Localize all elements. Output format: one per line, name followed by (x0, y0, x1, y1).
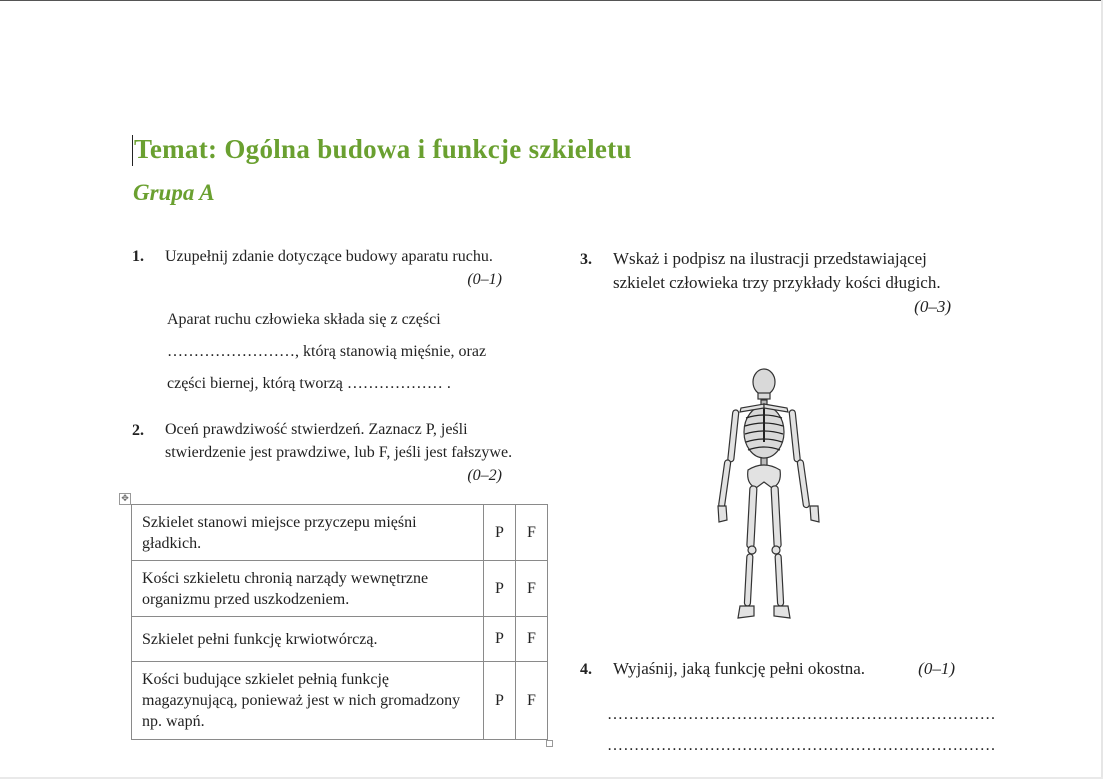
question-2-text: Oceń prawdziwość stwierdzeń. Zaznacz P, jeśli stwierdzenie jest prawdziwe, lub F, jeśli jest fałszywe. (165, 421, 513, 461)
answer-line-1[interactable]: ……………………………………………………………… (607, 706, 996, 723)
question-3-text: Wskaż i podpisz na ilustracji przedstawiającej szkielet człowieka trzy przykłady kości długich. (613, 249, 941, 292)
statement-cell[interactable]: Kości szkieletu chronią narządy wewnętrzne organizmu przed uszkodzeniem. (132, 561, 484, 617)
table-move-handle-icon[interactable]: ✥ (119, 493, 131, 505)
option-false-cell[interactable]: F (516, 617, 548, 662)
question-4-text: Wyjaśnij, jaką funkcję pełni okostna. (613, 659, 866, 678)
true-false-table (131, 504, 548, 740)
table-row (132, 662, 548, 740)
question-3-points: (0–3) (914, 297, 951, 316)
question-1-line-3[interactable]: części biernej, którą tworzą ……………… . (167, 375, 451, 392)
option-true-cell[interactable]: P (484, 561, 516, 617)
statement-cell[interactable]: Szkielet stanowi miejsce przyczepu mięśni gładkich. (132, 505, 484, 561)
question-1-line-2[interactable]: ……………………, którą stanowią mięśnie, oraz (167, 343, 487, 360)
question-2-points: (0–2) (467, 467, 502, 484)
table-row (132, 505, 548, 561)
option-false-cell[interactable]: F (516, 505, 548, 561)
question-4-prompt[interactable] (613, 657, 955, 680)
question-4-number: 4. (580, 661, 592, 678)
option-false-cell[interactable]: F (516, 662, 548, 740)
option-true-cell[interactable]: P (484, 662, 516, 740)
question-4-points: (0–1) (918, 659, 955, 678)
question-2-number: 2. (132, 422, 144, 439)
statement-cell[interactable]: Kości budujące szkielet pełnią funkcję magazynującą, ponieważ jest w nich gromadzony np. wapń. (132, 662, 484, 740)
option-true-cell[interactable]: P (484, 617, 516, 662)
question-3-prompt[interactable] (613, 247, 951, 319)
question-1-number: 1. (132, 248, 144, 265)
question-1-line-1[interactable]: Aparat ruchu człowieka składa się z części (167, 311, 441, 328)
table-resize-handle[interactable] (546, 740, 553, 747)
question-2-prompt[interactable] (165, 418, 522, 487)
question-1-points: (0–1) (467, 271, 502, 288)
option-true-cell[interactable]: P (484, 505, 516, 561)
question-1-text: Uzupełnij zdanie dotyczące budowy aparatu ruchu. (165, 248, 493, 265)
question-1-prompt[interactable] (165, 245, 502, 291)
page-title[interactable]: Temat: Ogólna budowa i funkcje szkieletu (134, 134, 632, 164)
table-row (132, 617, 548, 662)
table-row (132, 561, 548, 617)
group-label[interactable]: Grupa A (133, 180, 215, 205)
answer-line-2[interactable]: ……………………………………………………………… (607, 737, 996, 754)
statement-cell[interactable]: Szkielet pełni funkcję krwiotwórczą. (132, 617, 484, 662)
option-false-cell[interactable]: F (516, 561, 548, 617)
text-cursor (132, 135, 133, 166)
skeleton-illustration[interactable] (708, 360, 836, 622)
top-border (0, 0, 1103, 1)
question-3-number: 3. (580, 251, 592, 268)
